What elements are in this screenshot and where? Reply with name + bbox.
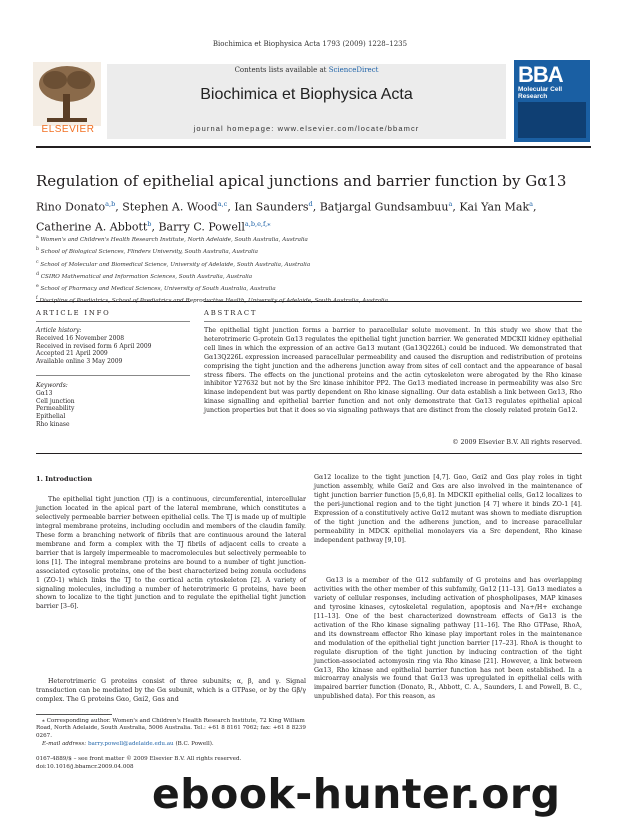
author-affiliation-marker[interactable]: a xyxy=(448,200,453,208)
email-link[interactable]: barry.powell@adelaide.edu.au xyxy=(87,741,174,747)
cover-title: BBA xyxy=(518,62,563,87)
contents-line xyxy=(107,66,506,74)
abstract-text: The epithelial tight junction forms a barrier to paracellular solute movement. In this study we show that the heterotrimeric G-protein Gα13 regulates the epithelial tight junction barrier. We generated MDCKII kidney epithelial cell lines in which the expression of an active Gα13 mutant (Gα13Q226L) could be induced. We demonstrated that Gα13Q226L expression increased paracellular permeability and caused the disruption and redistribution of proteins comprising the tight junction and the adherens junction away from sites of cell contact and the appearance of basal stress fibers. The effects on the junctional proteins and the actin cytoskeleton were abrogated by the Rho kinase inhibitor Y27632 but not by the Src kinase inhibitor PP2. The Gα13 mediated increase in permeability was also Src kinase independent but was partly dependent on Rho kinase signalling. Our data establish a link between Gα13, Rho kinase signalling and epithelial barrier function and not only demonstrate that Gα13 regulates epithelial apical junction properties but that it does so via signaling pathways that are distinct from the closely related protein Gα12. xyxy=(204,327,582,415)
author-name: Catherine A. Abbott xyxy=(36,220,148,234)
keywords-label: Keywords: xyxy=(36,382,68,389)
keywords-rule xyxy=(36,375,190,376)
footnote-rule xyxy=(36,714,112,715)
abstract-rule xyxy=(204,301,582,302)
list-item: Received 16 November 2008 xyxy=(36,334,125,342)
journal-title: Biochimica et Biophysica Acta xyxy=(200,86,413,103)
doi-link[interactable]: doi:10.1016/j.bbamcr.2009.04.008 xyxy=(36,764,134,770)
issn-line: 0167-4889/$ – see front matter © 2009 Elsevier B.V. All rights reserved. xyxy=(36,756,242,762)
affiliation-item xyxy=(36,233,596,245)
author-name: Barry C. Powell xyxy=(158,220,245,234)
abstract-copyright: © 2009 Elsevier B.V. All rights reserved. xyxy=(452,439,582,446)
affiliation-marker: e xyxy=(36,284,39,290)
elsevier-wordmark: ELSEVIER xyxy=(41,124,95,135)
affiliations xyxy=(36,233,596,307)
article-history xyxy=(36,327,190,366)
authors-line-2: Catherine A. Abbott$^b$, Barry C. Powell$^{a,b,e,f,⁎}$ xyxy=(36,219,271,234)
elsevier-tree-logo xyxy=(33,62,101,126)
article-info-header: ARTICLE INFO xyxy=(36,309,111,317)
affiliation-text: CSIRO Mathematical and Information Sciences, South Australia, Australia xyxy=(38,273,253,280)
intro-paragraph-2: Heterotrimeric G proteins consist of three subunits; α, β, and γ. Signal transduction can be mediated by the Gα subunit, which is a GTPase, or by the Gβ/γ complex. The G proteins Gαo, Gαi2, Gαs and xyxy=(36,678,306,703)
affiliation-item xyxy=(36,258,596,270)
author-name: Rino Donato xyxy=(36,200,106,214)
author-name: Kai Yan Mak xyxy=(459,200,530,214)
affiliation-text: Women's and Children's Health Research Institute, North Adelaide, South Australia, Australia xyxy=(38,236,308,243)
info-subrule xyxy=(36,321,190,322)
corresponding-author-note: ⁎ Corresponding author. Women's and Children's Health Research Institute, 72 King William Road, North Adelaide, South Australia, 5006 Australia. Tel.: +61 8 8161 7062; fax: +61 8 8239 0267. xyxy=(36,718,306,739)
abstract-bottom-rule xyxy=(36,453,582,454)
journal-cover xyxy=(514,60,590,142)
cover-subtitle: Molecular Cell Research xyxy=(518,86,563,100)
list-item: Permeability xyxy=(36,405,75,413)
author-name: Ian Saunders xyxy=(234,200,309,214)
affiliation-text: School of Pharmacy and Medical Sciences, University of South Australia, Australia xyxy=(38,285,276,292)
author-name: Batjargal Gundsambuu xyxy=(319,200,449,214)
authors-line-1: Rino Donato$^{a,b}$, Stephen A. Wood$^{a,c}$, Ian Saunders$^d$, Batjargal Gundsambuu$^a$, Kai Yan Mak$^a$, xyxy=(36,200,537,214)
intro-paragraph-3: Gα12 localize to the tight junction [4,7]. Gαo, Gαi2 and Gαs play roles in tight junction assembly, while Gαi2 and Gαs are also involved in the maintenance of tight junction barrier function [5,6,8]. In MDCKII epithelial cells, Gα12 localizes to the peri-junctional region and to the tight junction [4 7] where it binds ZO-1 [4]. Expression of a constitutively active Gα12 mutant was shown to mediate disruption of the tight junction and the adherens junction, and to increase paracellular permeability in MDCK epithelial monolayers via a Src dependent, Rho kinase independent pathway [9,10]. xyxy=(314,474,582,544)
section-heading: 1. Introduction xyxy=(36,475,93,483)
running-head: Biochimica et Biophysica Acta 1793 (2009) 1228–1235 xyxy=(212,40,408,48)
abstract-subrule xyxy=(204,321,582,322)
affiliation-text: School of Molecular and Biomedical Science, University of Adelaide, South Australia, Australia xyxy=(38,261,311,268)
author-affiliation-marker[interactable]: a,b xyxy=(105,200,116,208)
affiliation-marker: d xyxy=(36,271,39,277)
list-item: Accepted 21 April 2009 xyxy=(36,350,108,358)
cover-artwork xyxy=(518,102,586,138)
journal-homepage[interactable]: journal homepage: www.elsevier.com/locate/bbamcr xyxy=(193,124,420,133)
list-item: Gα13 xyxy=(36,389,53,397)
list-item: Rho kinase xyxy=(36,420,70,428)
history-label: Article history: xyxy=(36,327,82,334)
affiliation-text: School of Biological Sciences, Flinders University, South Australia, Australia xyxy=(38,249,258,256)
author-affiliation-marker[interactable]: b xyxy=(147,219,152,228)
email-note: E-mail address: barry.powell@adelaide.edu.au (B.C. Powell). xyxy=(42,741,214,747)
affiliation-marker: a xyxy=(36,235,39,240)
list-item: Received in revised form 6 April 2009 xyxy=(36,342,152,350)
author-name: Stephen A. Wood xyxy=(122,200,218,214)
author-affiliation-marker[interactable]: a,c xyxy=(217,200,228,208)
article-title: Regulation of epithelial apical junctions and barrier function by Gα13 xyxy=(36,172,567,190)
list-item: Cell junction xyxy=(36,397,75,405)
affiliation-item xyxy=(36,245,596,257)
intro-paragraph-4: Gα13 is a member of the G12 subfamily of G proteins and has overlapping activities with the other member of this subfamily, Gα12 [11–13]. Gα13 mediates a variety of cellular responses, including activation of phospholipases, MAP kinases and tyrosine kinases, cytoskeletal regulation, apoptosis and Na+/H+ exchange [11–13]. One of the best characterized downstream effects of Gα13 is the activation of the Rho kinase signaling pathway [11–16]. The Rho GTPase, RhoA, and its downstream effector Rho kinase play important roles in the maintenance and modulation of the epithelial tight junction barrier [17–23]. RhoA is thought to regulate disruption of the tight junction by inducing contraction of the tight junction-associated actomyosin ring via Rho kinase [21]. However, a link between Gα13, Rho kinase and epithelial barrier function has not been established. In a microarray analysis we found that Gα13 was upregulated in epithelial cells with impaired barrier function (Donato, R., Abbott, C. A., Saunders, I. and Powell, B. C., unpublished data). For this reason, as xyxy=(314,577,582,701)
info-rule xyxy=(36,301,190,302)
masthead-rule xyxy=(36,146,591,148)
affiliation-item xyxy=(36,282,596,294)
keywords xyxy=(36,382,190,429)
list-item: Available online 3 May 2009 xyxy=(36,358,123,366)
sciencedirect-link[interactable]: ScienceDirect xyxy=(328,66,379,74)
author-affiliation-marker[interactable]: a xyxy=(529,200,534,208)
list-item: Epithelial xyxy=(36,413,66,421)
affiliation-marker: f xyxy=(36,296,38,302)
abstract-header: ABSTRACT xyxy=(204,309,258,317)
contents-prefix: Contents lists available at xyxy=(234,66,329,74)
affiliation-marker: c xyxy=(36,259,39,265)
author-affiliation-marker[interactable]: a,b,e,f,⁎ xyxy=(244,219,271,228)
keywords-list xyxy=(36,390,190,429)
affiliation-marker: b xyxy=(36,247,39,253)
author-affiliation-marker[interactable]: d xyxy=(308,200,313,208)
watermark: ebook-hunter.org xyxy=(152,770,561,818)
affiliation-item xyxy=(36,270,596,282)
intro-paragraph-1: The epithelial tight junction (TJ) is a continuous, circumferential, intercellular junction located in the apical part of the lateral membrane, which constitutes a selectively permeable barrier between epithelial cells. The TJ is made up of multiple integral membrane proteins, including occludin and members of the claudin family. These form a branching network of fibrils that are continuous around the lateral membrane and form a complex with the TJ fibrils of adjacent cells to create a barrier that is largely impermeable to macromolecules but selectively permeable to ions [1]. The integral membrane proteins are bound to a number of tight junction-associated cytosolic proteins, one of the best characterized being zonula occludens 1 (ZO-1) which links the TJ to the cortical actin cytoskeleton [2]. A variety of signaling molecules, including a number of heterotrimeric G proteins, have been shown to localize to the tight junction and to regulate the epithelial tight junction barrier [3–6]. xyxy=(36,496,306,611)
history-list xyxy=(36,335,190,366)
author-list xyxy=(36,196,596,235)
